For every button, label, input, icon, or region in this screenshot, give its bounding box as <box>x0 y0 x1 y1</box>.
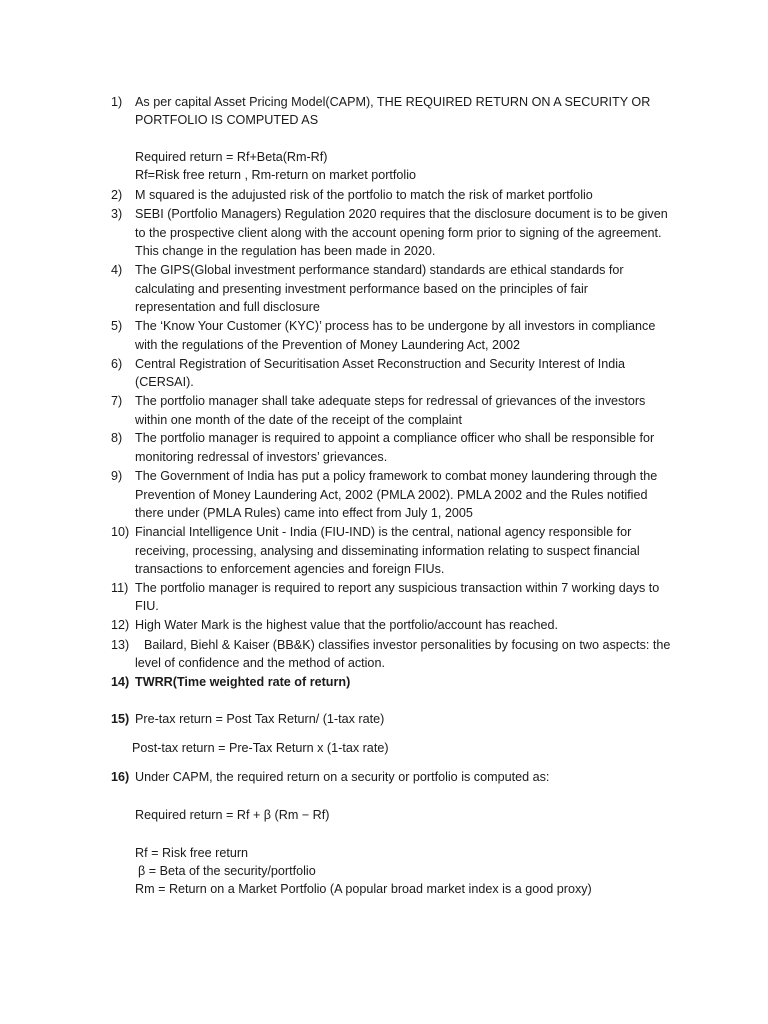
item-text-line: Prevention of Money Laundering Act, 2002 (PMLA 2002). PMLA 2002 and the Rules notified <box>135 488 648 502</box>
item-text-line: level of confidence and the method of action. <box>135 656 385 670</box>
item-number: 10) <box>111 525 130 539</box>
item-text-line: calculating and presenting investment performance based on the principles of fair <box>135 282 588 296</box>
item-text-line: monitoring redressal of investors’ grievances. <box>135 450 388 464</box>
definition-line: Rf = Risk free return <box>135 846 249 860</box>
item-number: 6) <box>111 357 123 371</box>
item-text-line: The GIPS(Global investment performance standard) standards are ethical standards for <box>135 263 624 277</box>
item-text-line: Financial Intelligence Unit - India (FIU-IND) is the central, national agency responsible for <box>135 525 632 539</box>
item-number: 5) <box>111 319 123 333</box>
item-number: 4) <box>111 263 123 277</box>
item-number: 2) <box>111 188 123 202</box>
item-text-line: transactions to enforcement agencies and foreign FIUs. <box>135 562 445 576</box>
item-number: 7) <box>111 394 123 408</box>
item-text-line: The ‘Know Your Customer (KYC)’ process has to be undergone by all investors in compliance <box>135 319 656 333</box>
item-number: 8) <box>111 431 123 445</box>
item-text-line: within one month of the date of the receipt of the complaint <box>135 413 462 427</box>
item-number: 1) <box>111 95 123 109</box>
item-number: 15) <box>111 712 130 726</box>
item-text-line: to the prospective client along with the account opening form prior to signing of the agreement. <box>135 226 662 240</box>
item-number: 3) <box>111 207 123 221</box>
item-number: 9) <box>111 469 123 483</box>
item-text-line: This change in the regulation has been made in 2020. <box>135 244 436 258</box>
item-text-line: there under (PMLA Rules) came into effect from July 1, 2005 <box>135 506 473 520</box>
item-text-line: FIU. <box>135 599 159 613</box>
formula-line: Pre-tax return = Post Tax Return/ (1-tax rate) <box>135 712 385 726</box>
item-text-line: with the regulations of the Prevention of Money Laundering Act, 2002 <box>135 338 521 352</box>
item-text-line: Bailard, Biehl & Kaiser (BB&K) classifies investor personalities by focusing on two aspects: the <box>144 638 671 652</box>
item-text-line: (CERSAI). <box>135 375 194 389</box>
item-text-line: Central Registration of Securitisation Asset Reconstruction and Security Interest of India <box>135 357 626 371</box>
item-text-line: The Government of India has put a policy framework to combat money laundering through the <box>135 469 658 483</box>
item-number: 16) <box>111 770 130 784</box>
formula-line: Required return = Rf + β (Rm − Rf) <box>135 808 330 822</box>
definition-line: Rm = Return on a Market Portfolio (A popular broad market index is a good proxy) <box>135 882 592 896</box>
item-text-line: receiving, processing, analysing and disseminating information relating to suspect financial <box>135 544 640 558</box>
item-number: 14) <box>111 675 130 689</box>
definition-line: β = Beta of the security/portfolio <box>138 864 316 878</box>
item-text-line: Under CAPM, the required return on a security or portfolio is computed as: <box>135 770 550 784</box>
item-text-line: The portfolio manager is required to appoint a compliance officer who shall be responsible for <box>135 431 655 445</box>
item-text-line: PORTFOLIO IS COMPUTED AS <box>135 113 319 127</box>
item-text-line: representation and full disclosure <box>135 300 320 314</box>
formula-line: Required return = Rf+Beta(Rm-Rf) <box>135 150 328 164</box>
item-text-line: TWRR(Time weighted rate of return) <box>135 675 351 689</box>
formula-line: Post-tax return = Pre-Tax Return x (1-tax rate) <box>132 741 389 755</box>
item-text-line: SEBI (Portfolio Managers) Regulation 2020 requires that the disclosure document is to be given <box>135 207 668 221</box>
item-text-line: M squared is the adujusted risk of the portfolio to match the risk of market portfolio <box>135 188 593 202</box>
item-number: 12) <box>111 618 130 632</box>
item-text-line: As per capital Asset Pricing Model(CAPM), THE REQUIRED RETURN ON A SECURITY OR <box>135 95 651 109</box>
item-number: 11) <box>111 581 129 595</box>
item-text-line: High Water Mark is the highest value that the portfolio/account has reached. <box>135 618 559 632</box>
formula-line: Rf=Risk free return , Rm-return on market portfolio <box>135 168 417 182</box>
item-text-line: The portfolio manager is required to report any suspicious transaction within 7 working days to <box>135 581 660 595</box>
item-number: 13) <box>111 638 130 652</box>
item-text-line: The portfolio manager shall take adequate steps for redressal of grievances of the investors <box>135 394 646 408</box>
